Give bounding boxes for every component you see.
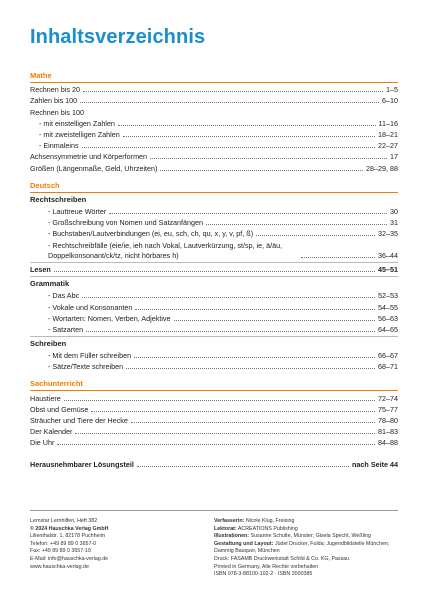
entry-label: Größen (Längenmaße, Geld, Uhrzeiten) (30, 163, 158, 173)
footer-value: ACREATIONS Publishing (237, 525, 298, 532)
footer-value: Druck: FASAMB Druckwerkstatt Schild & Co. KG, Passau (214, 555, 350, 562)
footer-key: Lektorat: (214, 525, 237, 532)
entry-label: - Mit dem Füller schreiben (48, 351, 132, 361)
entry-page: 36–44 (378, 251, 398, 261)
section-header-deutsch: Deutsch (30, 180, 60, 190)
entry-page: 64–65 (378, 325, 398, 334)
entry-label: - Satzarten (48, 325, 84, 334)
dot-leader (91, 411, 375, 412)
entry-label: - mit einstelligen Zahlen (39, 118, 115, 128)
dot-leader (64, 400, 375, 401)
toc-entry[interactable] (30, 106, 398, 117)
entry-page: 28–29, 88 (366, 163, 398, 173)
toc-entry[interactable] (30, 313, 398, 324)
toc-entry[interactable] (30, 301, 398, 312)
footer-line-text: © 2024 Hauschka Verlag GmbH (30, 525, 109, 532)
dot-leader (75, 433, 375, 434)
entry-page: 81–83 (378, 427, 398, 437)
divider (30, 262, 398, 263)
page-title: Inhaltsverzeichnis (30, 26, 206, 48)
footer-value: Nicole Klug, Freising (245, 518, 295, 524)
entry-label: Rechnen bis 100 (30, 107, 84, 117)
entry-label: Herausnehmbarer Lösungsteil (30, 459, 134, 469)
dot-leader (82, 297, 375, 298)
dot-leader (80, 102, 379, 103)
entry-page: 30 (390, 206, 398, 216)
dot-leader (131, 422, 375, 423)
dot-leader (82, 147, 375, 148)
entry-page: 17 (390, 152, 398, 162)
footer-line (214, 556, 404, 564)
footer-credits (214, 518, 404, 579)
dot-leader (118, 125, 376, 126)
footer-rule (30, 510, 398, 511)
entry-page: 56–63 (378, 313, 398, 323)
footer-line: Telefon: +49 89 89 0 3657-0 (30, 540, 97, 547)
dot-leader (150, 158, 387, 159)
entry-label: - mit zweistelligen Zahlen (39, 129, 120, 139)
entry-label: Achsensymmetrie und Körperformen (30, 152, 148, 162)
entry-page: 54–55 (378, 302, 398, 312)
footer-line: Lernstar Lernhilfen, Heft 382 (30, 518, 98, 524)
section-rule (30, 192, 398, 193)
dot-leader (160, 170, 363, 171)
divider (30, 276, 398, 277)
entry-page: 6–10 (382, 96, 398, 106)
schreiben-entries (30, 350, 398, 372)
footer-value: Printed in Germany, Alle Rechte vorbehalten (214, 563, 319, 570)
sub-header-schreiben: Schreiben (30, 339, 67, 348)
divider (30, 336, 398, 337)
footer-value: Dammig Bauquer, München (214, 548, 280, 555)
footer-key: Illustrationen: (214, 533, 250, 540)
toc-entry[interactable] (30, 392, 398, 403)
footer-line: E-Mail: info@hauschka-verlag.de (30, 555, 109, 562)
toc-entry[interactable] (30, 290, 398, 301)
toc-entry[interactable] (30, 415, 398, 426)
toc-entry[interactable] (30, 228, 398, 239)
toc-entry[interactable] (30, 206, 398, 217)
dot-leader (256, 235, 375, 236)
toc-entry[interactable] (30, 324, 398, 335)
entry-label: Die Uhr (30, 438, 55, 448)
toc-entry[interactable] (30, 350, 398, 361)
dot-leader (126, 368, 375, 369)
section-rule (30, 390, 398, 391)
sub-header-rechtschreiben: Rechtschreiben (30, 194, 87, 204)
toc-entry[interactable] (30, 426, 398, 437)
footer-line (214, 571, 404, 579)
entry-label: Obst und Gemüse (30, 404, 89, 414)
entry-page: 32–35 (378, 229, 398, 239)
rechtschreiben-entries (30, 206, 398, 262)
footer-line (214, 526, 404, 534)
sachunterricht-entries (30, 392, 398, 448)
dot-leader (86, 331, 375, 332)
dot-leader (83, 91, 383, 92)
entry-label: - Rechtschreibfälle (eie/ie, ieh nach Vokal, Lautverkürzung, st/sp, ie, ä/äu, Doppelkonsonant/ck/tz, nicht hörbares h) (48, 241, 283, 261)
footer-line: Fax: +49 89 89 0 3657-19 (30, 548, 91, 555)
entry-page: 75–77 (378, 404, 398, 414)
entry-label: - Buchstaben/Lautverbindungen (ei, eu, sch, ch, qu, x, y, v, pf, ß) (48, 229, 254, 239)
entry-page: 1–5 (386, 85, 398, 95)
dot-leader (123, 136, 375, 137)
table-of-contents (30, 70, 398, 470)
toc-entry[interactable] (30, 118, 398, 129)
entry-page: 52–53 (378, 291, 398, 301)
footer-key: Verfasserin: (214, 518, 245, 524)
entry-page: 31 (390, 217, 398, 227)
entry-label: - Das Abc (48, 291, 80, 301)
footer-value: Jüdel Drucker, Fulda; Jugendbildstelle München; (274, 540, 390, 547)
entry-label: Lesen (30, 265, 51, 275)
entry-page: 18–21 (378, 129, 398, 139)
dot-leader (57, 444, 375, 445)
entry-label: Haustiere (30, 393, 61, 403)
footer-line (30, 526, 190, 534)
entry-label: - Wortarten: Nomen, Verben, Adjektive (48, 313, 171, 323)
entry-label: Sträucher und Tiere der Hecke (30, 415, 128, 425)
footer-publisher-info (30, 518, 190, 571)
toc-entry-lesen[interactable] (30, 264, 398, 275)
entry-label: Rechnen bis 20 (30, 85, 80, 95)
toc-entry[interactable] (30, 140, 398, 151)
toc-entry[interactable] (30, 404, 398, 415)
dot-leader (135, 309, 375, 310)
entry-page: 22–27 (378, 141, 398, 151)
dot-leader (54, 271, 375, 272)
entry-page: 11–16 (378, 118, 398, 128)
entry-page: 66–67 (378, 351, 398, 361)
sub-header-grammatik: Grammatik (30, 279, 70, 289)
entry-page: 84–88 (378, 438, 398, 448)
footer-line: Lilienthalstr. 1, 82178 Puchheim (30, 533, 106, 540)
mathe-entries (30, 84, 398, 174)
entry-page: nach Seite 44 (352, 459, 398, 469)
entry-page: 68–71 (378, 362, 398, 372)
toc-entry[interactable] (30, 217, 398, 228)
entry-label: - Vokale und Konsonanten (48, 302, 133, 312)
grammatik-entries (30, 290, 398, 335)
footer-line (214, 548, 404, 556)
entry-label: - Großschreibung von Nomen und Satzanfängen (48, 217, 204, 227)
toc-entry[interactable] (30, 84, 398, 95)
toc-entry[interactable] (30, 95, 398, 106)
dot-leader (137, 466, 349, 467)
dot-leader (109, 213, 387, 214)
toc-entry[interactable] (30, 361, 398, 372)
footer-line (214, 541, 404, 549)
entry-label: Der Kalender (30, 427, 73, 437)
toc-entry[interactable] (30, 162, 398, 173)
footer-line: www.hauschka-verlag.de (30, 563, 89, 570)
entry-label: Zahlen bis 100 (30, 96, 78, 106)
footer-value: ISBN 978-3-88100-102-2 · ISBN 2000385 (214, 571, 313, 578)
toc-entry-loesungsteil[interactable] (30, 458, 398, 469)
footer-line (214, 518, 404, 526)
footer-key: Gestaltung und Layout: (214, 540, 274, 547)
entry-page: 45–51 (378, 265, 398, 275)
footer-line (214, 533, 404, 541)
toc-entry[interactable] (30, 129, 398, 140)
footer-value: Susanne Schulte, Münster; Gisela Specht, Weßling (250, 533, 371, 540)
toc-entry[interactable] (30, 437, 398, 448)
toc-entry[interactable] (30, 151, 398, 162)
dot-leader (301, 257, 375, 258)
section-rule (30, 82, 398, 83)
toc-entry[interactable] (30, 239, 398, 261)
entry-page: 72–74 (378, 393, 398, 403)
entry-page: 78–80 (378, 415, 398, 425)
entry-label: - Sätze/Texte schreiben (48, 362, 124, 372)
section-header-mathe: Mathe (30, 71, 52, 80)
dot-leader (174, 320, 375, 321)
dot-leader (134, 357, 375, 358)
footer-line (214, 564, 404, 572)
section-header-sachunterricht: Sachunterricht (30, 379, 83, 389)
dot-leader (206, 224, 387, 225)
entry-label: - Einmaleins (39, 141, 79, 151)
entry-label: - Lauttreue Wörter (48, 206, 107, 216)
